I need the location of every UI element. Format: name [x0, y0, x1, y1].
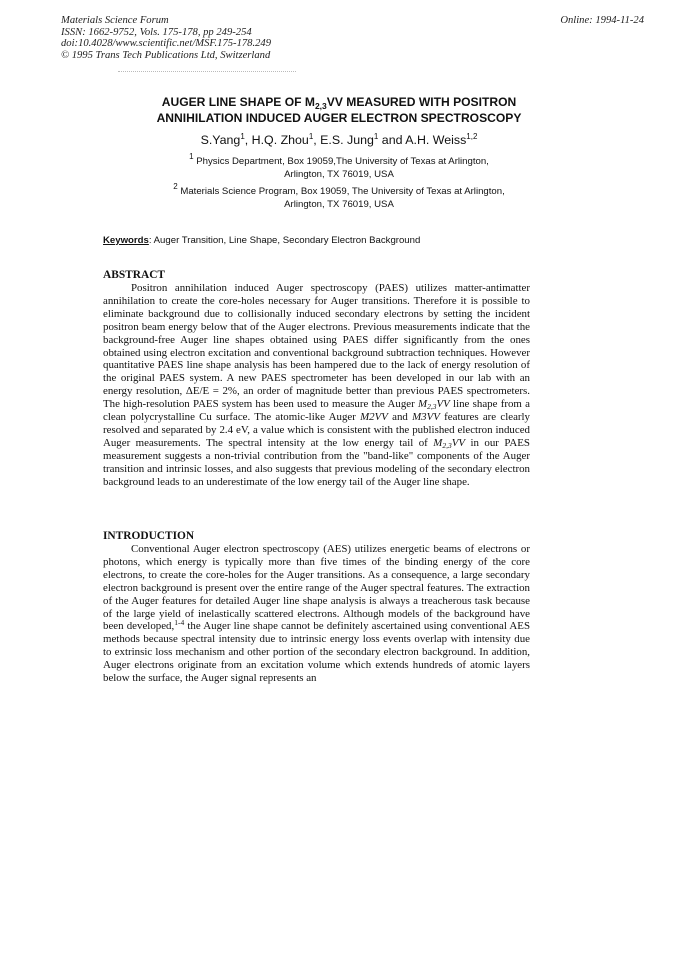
- citation-reference: 1-4: [174, 618, 185, 628]
- author-name: and A.H. Weiss: [378, 133, 467, 147]
- author-name: S.Yang: [200, 133, 241, 147]
- journal-name: Materials Science Forum: [61, 15, 169, 26]
- keywords: [103, 235, 420, 246]
- abstract-heading: ABSTRACT: [103, 269, 166, 281]
- author-list: S.Yang$^1$, H.Q. Zhou$^1$, E.S. Jung$^1$ and A.H. Weiss$^{1,2}$: [200, 132, 478, 147]
- keywords-text: : Auger Transition, Line Shape, Secondary Electron Background: [148, 235, 421, 246]
- doi-link[interactable]: doi:10.4028/www.scientific.net/MSF.175-178.249: [61, 38, 271, 49]
- publication-info: [61, 15, 271, 61]
- introduction-section: [103, 530, 530, 685]
- affiliation-2: $^2$ Materials Science Program, Box 19059, The University of Texas at Arlington, Arlington, TX 76019, USA: [173, 182, 505, 210]
- title-line-1: AUGER LINE SHAPE OF $M_{2,3}VV$ MEASURED WITH POSITRON: [161, 95, 517, 111]
- introduction-body: Conventional Auger electron spectroscopy (AES) utilizes energetic beams of electrons or photons, which energy is typically more than five times of the binding energy of the core electrons, to create the core-holes for the Auger transitions. As a consequence, a large secondary electron background is present over the entire range of the Auger spectral features. The extraction of the Auger features for detailed Auger line shape analysis is always a treacherous task because of the large yield of inelastically scattered electrons. Although models of the background have been developed,$^{1-4}$ the Auger line shape cannot be definitely ascertained using conventional AES methods because spectral intensity due to intrinsic energy loss events overlap with intensity due to extrinsic loss mechanism and other portion of the secondary electron background. In addition, Auger electrons originate from an excitation volume which extends hundreds of atomic layers below the surface, the Auger signal represents an: [103, 543, 530, 685]
- introduction-heading: INTRODUCTION: [103, 530, 195, 542]
- author-name: , E.S. Jung: [313, 133, 374, 147]
- author-name: , H.Q. Zhou: [244, 133, 309, 147]
- title-line-2: ANNIHILATION INDUCED AUGER ELECTRON SPECTROSCOPY: [156, 111, 522, 125]
- scan-artifact-line: [118, 71, 296, 73]
- abstract-section: [103, 269, 530, 489]
- online-date: Online: 1994-11-24: [560, 15, 644, 26]
- copyright-line: © 1995 Trans Tech Publications Ltd, Switzerland: [61, 49, 271, 61]
- abstract-body: Positron annihilation induced Auger spectroscopy (PAES) utilizes matter-antimatter annihilation to create the core-holes necessary for Auger transitions. Therefore it is possible to eliminate background due to collisionally induced secondary electrons by setting the incident positron beam energy below that of the Auger electrons. Previous measurements indicate that the background-free Auger line shapes obtained using PAES differ significantly from the ones obtained using electron excitation and conventional background subtraction techniques. However quantitative PAES line shape analysis has been hampered due to the lack of energy resolution of the original PAES system. A new PAES spectrometer has been developed in our lab with an energy resolution, ΔE/E = 2%, an order of magnitude better than previous PAES spectrometers. The high-resolution PAES system has been used to measure the Auger $M_{2,3}VV$ line shape from a clean polycrystalline Cu surface. The atomic-like Auger M2VV and M3VV features are clearly resolved and separated by 2.4 eV, a value which is consistent with the published electron induced Auger measurements. The spectral intensity at the low energy tail of $M_{2,3}VV$ in our PAES measurement suggests a non-trivial contribution from the "band-like" components of the Auger transition and intrinsic losses, and also suggests that previous modeling of the secondary electron background leads to an underestimate of the low energy tail of the Auger line shape.: [103, 282, 530, 488]
- issn-line: ISSN: 1662-9752, Vols. 175-178, pp 249-254: [61, 26, 252, 38]
- keywords-label: Keywords: [103, 235, 149, 246]
- paper-title: [0, 94, 678, 126]
- affiliation-1: $^1$ Physics Department, Box 19059,The University of Texas at Arlington, Arlington, TX 76019, USA: [189, 152, 489, 180]
